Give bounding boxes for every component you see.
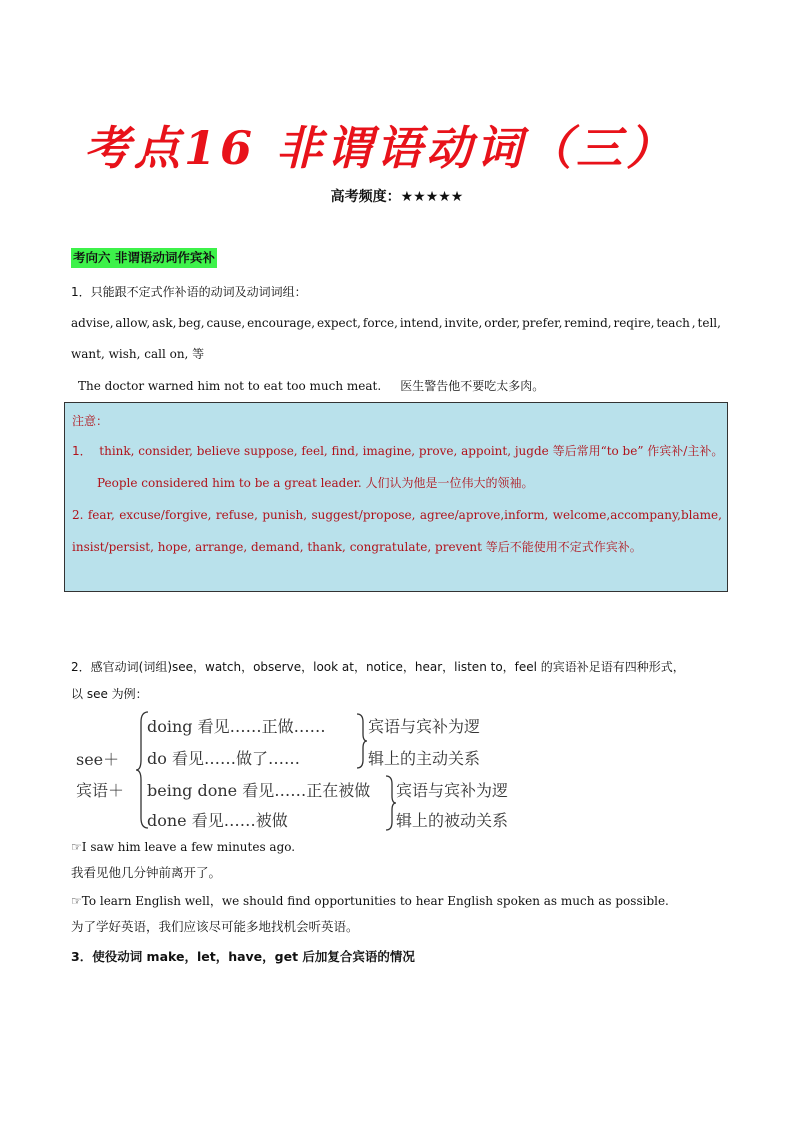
note-item-1-number: 1． (72, 444, 92, 458)
verb-word: cause, (206, 316, 246, 330)
verb-word: remind, (564, 316, 612, 330)
verb-word: reqire, (613, 316, 655, 330)
see-complement-diagram (74, 708, 534, 833)
note-verb-word: punish, (262, 508, 308, 522)
diagram-row-do: do 看见……做了…… (147, 749, 300, 768)
note-item-2-line1 (72, 507, 722, 523)
diagram-left-see: see＋ (76, 750, 120, 769)
note-item-1-example: People considered him to be a great leader. 人们认为他是一位伟大的领袖。 (97, 476, 534, 490)
diagram-right-brace-1 (356, 712, 368, 770)
note-label: 注意： (72, 414, 109, 428)
verb-word: force, (362, 316, 398, 330)
section-tag: 考向六 非谓语动词作宾补 (71, 248, 217, 268)
verb-word: tell, (697, 316, 721, 330)
verb-word: beg, (178, 316, 205, 330)
note-verb-word: excuse/forgive, (119, 508, 212, 522)
verb-word: intend, (399, 316, 443, 330)
diagram-row-done: done 看见……被做 (147, 811, 288, 830)
verb-word: teach (656, 316, 690, 330)
diagram-row-being-done: being done 看见……正在被做 (147, 781, 371, 800)
note-verb-word: agree/aprove,inform, (419, 508, 549, 522)
note-verb-word: suggest/propose, (311, 508, 416, 522)
point1-words-line2: want, wish, call on, 等 (71, 347, 205, 361)
diagram-right-active-a: 宾语与宾补为逻 (368, 717, 481, 736)
note-item-1 (72, 443, 723, 459)
point1-words-line1 (71, 315, 721, 331)
verb-word: encourage, (247, 316, 316, 330)
point1-heading: 1．只能跟不定式作补语的动词及动词词组： (71, 285, 307, 299)
note-item-1-text: think, consider, believe suppose, feel, find, imagine, prove, appoint, jugde 等后常用“to be” 作宾补/主补。 (99, 444, 724, 458)
note-item-2-line2: insist/persist, hope, arrange, demand, thank, congratulate, prevent 等后不能使用不定式作宾补。 (72, 540, 642, 554)
note-item-2-words (72, 507, 722, 523)
verb-word: prefer, (522, 316, 563, 330)
verb-word: allow, (115, 316, 151, 330)
point3-heading: 3．使役动词 make，let，have，get 后加复合宾语的情况 (71, 949, 415, 964)
diagram-right-passive-b: 辑上的被动关系 (396, 811, 509, 830)
example2-chinese: 为了学好英语，我们应该尽可能多地找机会听英语。 (71, 919, 359, 934)
point2-heading2: 以 see 为例： (71, 687, 148, 701)
diagram-right-passive-a: 宾语与宾补为逻 (396, 781, 509, 800)
diagram-right-active-b: 辑上的主动关系 (368, 749, 481, 768)
example-english: The doctor warned him not to eat too much meat. (78, 379, 382, 393)
note-verb-word: 2. (72, 508, 84, 522)
example1-chinese: 我看见他几分钟前离开了。 (71, 865, 222, 880)
note-verb-word: welcome,accompany,blame, (552, 508, 722, 522)
frequency-rating: 高考频度：★★★★★ (330, 189, 464, 205)
word-list (71, 315, 721, 331)
diagram-row-doing: doing 看见……正做…… (147, 717, 326, 736)
verb-word: invite, (444, 316, 483, 330)
note-box (64, 402, 728, 592)
verb-word: advise, (71, 316, 114, 330)
diagram-left-object: 宾语＋ (76, 781, 125, 800)
example2-english: ☞To learn English well，we should find opportunities to hear English spoken as much as possible. (71, 894, 669, 908)
point1-example (78, 378, 544, 394)
verb-word: , (691, 316, 696, 330)
point2-heading: 2．感官动词(词组)see，watch，observe，look at，notice，hear，listen to，feel 的宾语补足语有四种形式， (71, 660, 685, 674)
verb-word: order, (484, 316, 521, 330)
note-verb-word: refuse, (215, 508, 258, 522)
verb-word: expect, (316, 316, 361, 330)
example1-english: ☞I saw him leave a few minutes ago. (71, 840, 296, 854)
page-title: 考点16 非谓语动词（三） (83, 121, 677, 175)
example-chinese: 医生警告他不要吃太多肉。 (400, 379, 545, 393)
verb-word: ask, (152, 316, 177, 330)
note-verb-word: fear, (87, 508, 115, 522)
